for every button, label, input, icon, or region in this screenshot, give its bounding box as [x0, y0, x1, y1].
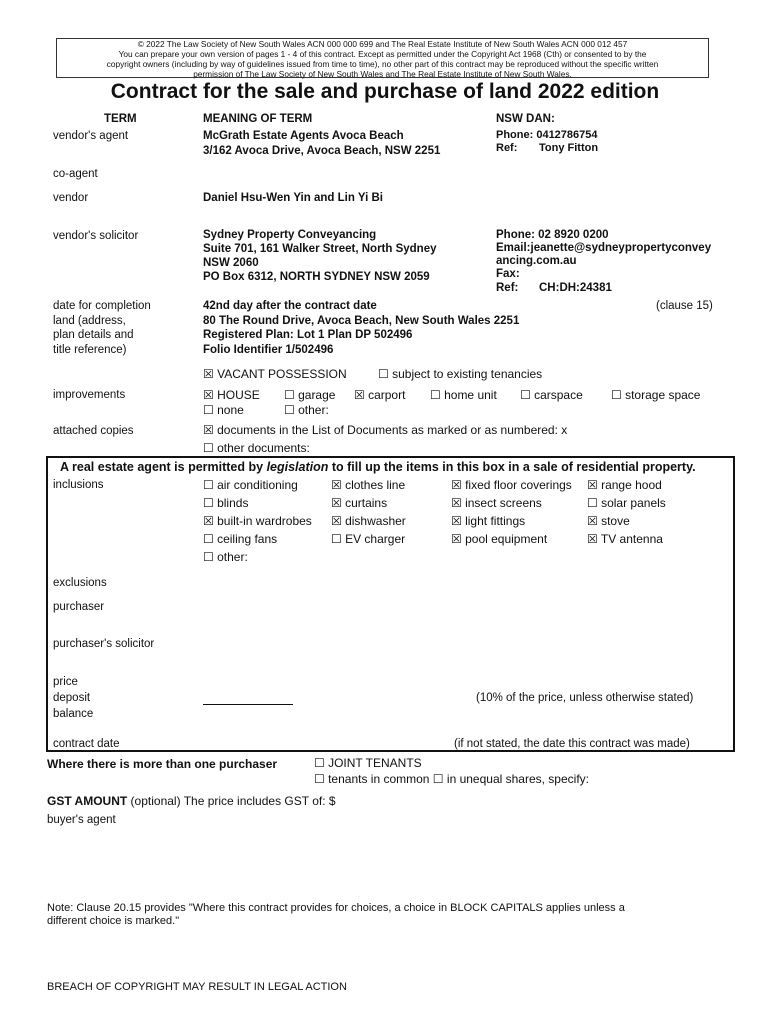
deposit-note: (10% of the price, unless otherwise stated): [476, 692, 694, 704]
price-label: price: [53, 676, 78, 688]
attached-copies-label: attached copies: [53, 425, 134, 437]
note-line: Note: Clause 20.15 provides "Where this contract provides for choices, a choice in BLOCK CAPITALS applies unless a: [47, 902, 625, 914]
inclusion-checkbox[interactable]: ☒ built-in wardrobes: [203, 514, 312, 528]
inclusion-checkbox[interactable]: ☐ air conditioning: [203, 478, 298, 492]
exclusions-label: exclusions: [53, 577, 107, 589]
purchaser-label: purchaser: [53, 601, 105, 613]
inclusion-checkbox[interactable]: ☐ solar panels: [587, 496, 666, 510]
attached-documents-checkbox[interactable]: ☒ documents in the List of Documents as marked or as numbered: x: [203, 423, 568, 437]
contract-date-note: (if not stated, the date this contract was made): [454, 738, 690, 750]
inclusion-checkbox[interactable]: ☐ ceiling fans: [203, 532, 278, 546]
solicitor-ref-label: Ref:: [496, 282, 519, 294]
copyright-warning: BREACH OF COPYRIGHT MAY RESULT IN LEGAL ACTION: [47, 981, 347, 993]
improvement-checkbox[interactable]: ☒ HOUSE: [203, 388, 260, 402]
inclusion-checkbox[interactable]: ☐ other:: [203, 550, 248, 564]
improvement-checkbox[interactable]: ☐ garage: [284, 388, 336, 402]
copyright-line: permission of The Law Society of New South Wales and The Real Estate Institute of New South Wales.: [193, 69, 572, 79]
land-label: title reference): [53, 344, 127, 356]
page-title: Contract for the sale and purchase of land 2022 edition: [110, 80, 660, 103]
contract-date-label: contract date: [53, 738, 120, 750]
inclusion-checkbox[interactable]: ☒ clothes line: [331, 478, 406, 492]
improvements-label: improvements: [53, 389, 126, 401]
balance-label: balance: [53, 708, 94, 720]
vendor-name: Daniel Hsu-Wen Yin and Lin Yi Bi: [203, 192, 383, 204]
vendors-agent-address: 3/162 Avoca Drive, Avoca Beach, NSW 2251: [203, 145, 441, 157]
gst-amount: [47, 794, 336, 808]
vendor-label: vendor: [53, 192, 89, 204]
agent-box-heading: [60, 460, 696, 474]
note-line: different choice is marked.": [47, 915, 180, 927]
solicitor-line: Sydney Property Conveyancing: [203, 229, 377, 241]
inclusion-checkbox[interactable]: ☒ range hood: [587, 478, 662, 492]
more-purchasers-label: Where there is more than one purchaser: [47, 757, 278, 771]
copyright-line: © 2022 The Law Society of New South Wales ACN 000 000 699 and The Real Estate Institute of New South Wales ACN 000 012 457: [137, 39, 628, 49]
vendors-agent-label: vendor's agent: [53, 130, 129, 142]
agent-box-heading-post: to fill up the items in this box in a sale of residential property.: [328, 460, 696, 474]
deposit-label: deposit: [53, 692, 91, 704]
vendors-agent-phone: Phone: 0412786754: [496, 129, 598, 141]
solicitor-ref: CH:DH:24381: [539, 282, 612, 294]
solicitor-line: Suite 701, 161 Walker Street, North Sydney: [203, 243, 437, 255]
land-label: plan details and: [53, 329, 134, 341]
solicitor-phone: Phone: 02 8920 0200: [496, 229, 609, 241]
copyright-line: copyright owners (including by way of guidelines issued from time to time), no other part of this contract may be reproduced without the specific written: [106, 59, 659, 69]
inclusion-checkbox[interactable]: ☐ blinds: [203, 496, 249, 510]
improvement-checkbox[interactable]: ☐ home unit: [430, 388, 497, 402]
improvement-checkbox[interactable]: ☐ none: [203, 403, 244, 417]
gst-label: GST AMOUNT: [47, 794, 128, 808]
tenants-in-common-checkbox[interactable]: ☐ tenants in common ☐ in unequal shares, specify:: [314, 772, 589, 786]
inclusion-checkbox[interactable]: ☒ insect screens: [451, 496, 542, 510]
solicitor-fax: Fax:: [496, 268, 520, 280]
inclusion-checkbox[interactable]: ☒ fixed floor coverings: [451, 478, 572, 492]
inclusion-checkbox[interactable]: ☒ curtains: [331, 496, 388, 510]
inclusion-checkbox[interactable]: ☒ dishwasher: [331, 514, 406, 528]
other-documents-checkbox[interactable]: ☐ other documents:: [203, 441, 310, 455]
inclusion-checkbox[interactable]: ☒ stove: [587, 514, 630, 528]
land-folio: Folio Identifier 1/502496: [203, 344, 334, 356]
solicitor-line: NSW 2060: [203, 257, 259, 269]
vacant-possession-checkbox[interactable]: ☒ VACANT POSSESSION: [203, 367, 347, 381]
improvement-checkbox[interactable]: ☒ carport: [354, 388, 406, 402]
improvement-checkbox[interactable]: ☐ other:: [284, 403, 329, 417]
vendors-agent-ref-label: Ref:: [496, 142, 518, 154]
improvement-checkbox[interactable]: ☐ storage space: [611, 388, 701, 402]
copyright-notice: [56, 38, 709, 78]
co-agent-label: co-agent: [53, 168, 98, 180]
purchasers-solicitor-label: purchaser's solicitor: [53, 638, 155, 650]
agent-box-heading-pre: A real estate agent is permitted by: [60, 460, 267, 474]
solicitor-email-cont: ancing.com.au: [496, 255, 577, 267]
vendors-solicitor-label: vendor's solicitor: [53, 230, 139, 242]
inclusion-checkbox[interactable]: ☒ light fittings: [451, 514, 526, 528]
improvement-checkbox[interactable]: ☐ carspace: [520, 388, 583, 402]
land-label: date for completion: [53, 300, 151, 312]
header-meaning: MEANING OF TERM: [203, 113, 313, 125]
joint-tenants-checkbox[interactable]: ☐ JOINT TENANTS: [314, 756, 422, 770]
header-dan: NSW DAN:: [496, 113, 555, 125]
completion-date: 42nd day after the contract date: [203, 300, 377, 312]
deposit-field[interactable]: [203, 704, 293, 705]
land-address: 80 The Round Drive, Avoca Beach, New South Wales 2251: [203, 315, 520, 327]
gst-text: (optional) The price includes GST of: $: [127, 794, 336, 808]
vendors-agent-name: McGrath Estate Agents Avoca Beach: [203, 130, 404, 142]
inclusions-label: inclusions: [53, 479, 104, 491]
land-label: land (address,: [53, 315, 126, 327]
existing-tenancies-checkbox[interactable]: ☐ subject to existing tenancies: [378, 367, 543, 381]
copyright-line: You can prepare your own version of pages 1 - 4 of this contract. Except as permitted under the Copyright Act 1968 (Cth) or consented to by the: [118, 49, 647, 59]
inclusion-checkbox[interactable]: ☐ EV charger: [331, 532, 406, 546]
agent-box-heading-em: legislation: [266, 460, 329, 474]
solicitor-email: Email:jeanette@sydneypropertyconvey: [496, 242, 712, 254]
buyers-agent-label: buyer's agent: [47, 814, 116, 826]
inclusion-checkbox[interactable]: ☒ TV antenna: [587, 532, 663, 546]
header-term: TERM: [104, 113, 137, 125]
land-plan: Registered Plan: Lot 1 Plan DP 502496: [203, 329, 413, 341]
solicitor-line: PO Box 6312, NORTH SYDNEY NSW 2059: [203, 271, 430, 283]
inclusion-checkbox[interactable]: ☒ pool equipment: [451, 532, 548, 546]
vendors-agent-ref: Tony Fitton: [539, 142, 599, 154]
clause-reference: (clause 15): [656, 300, 713, 312]
